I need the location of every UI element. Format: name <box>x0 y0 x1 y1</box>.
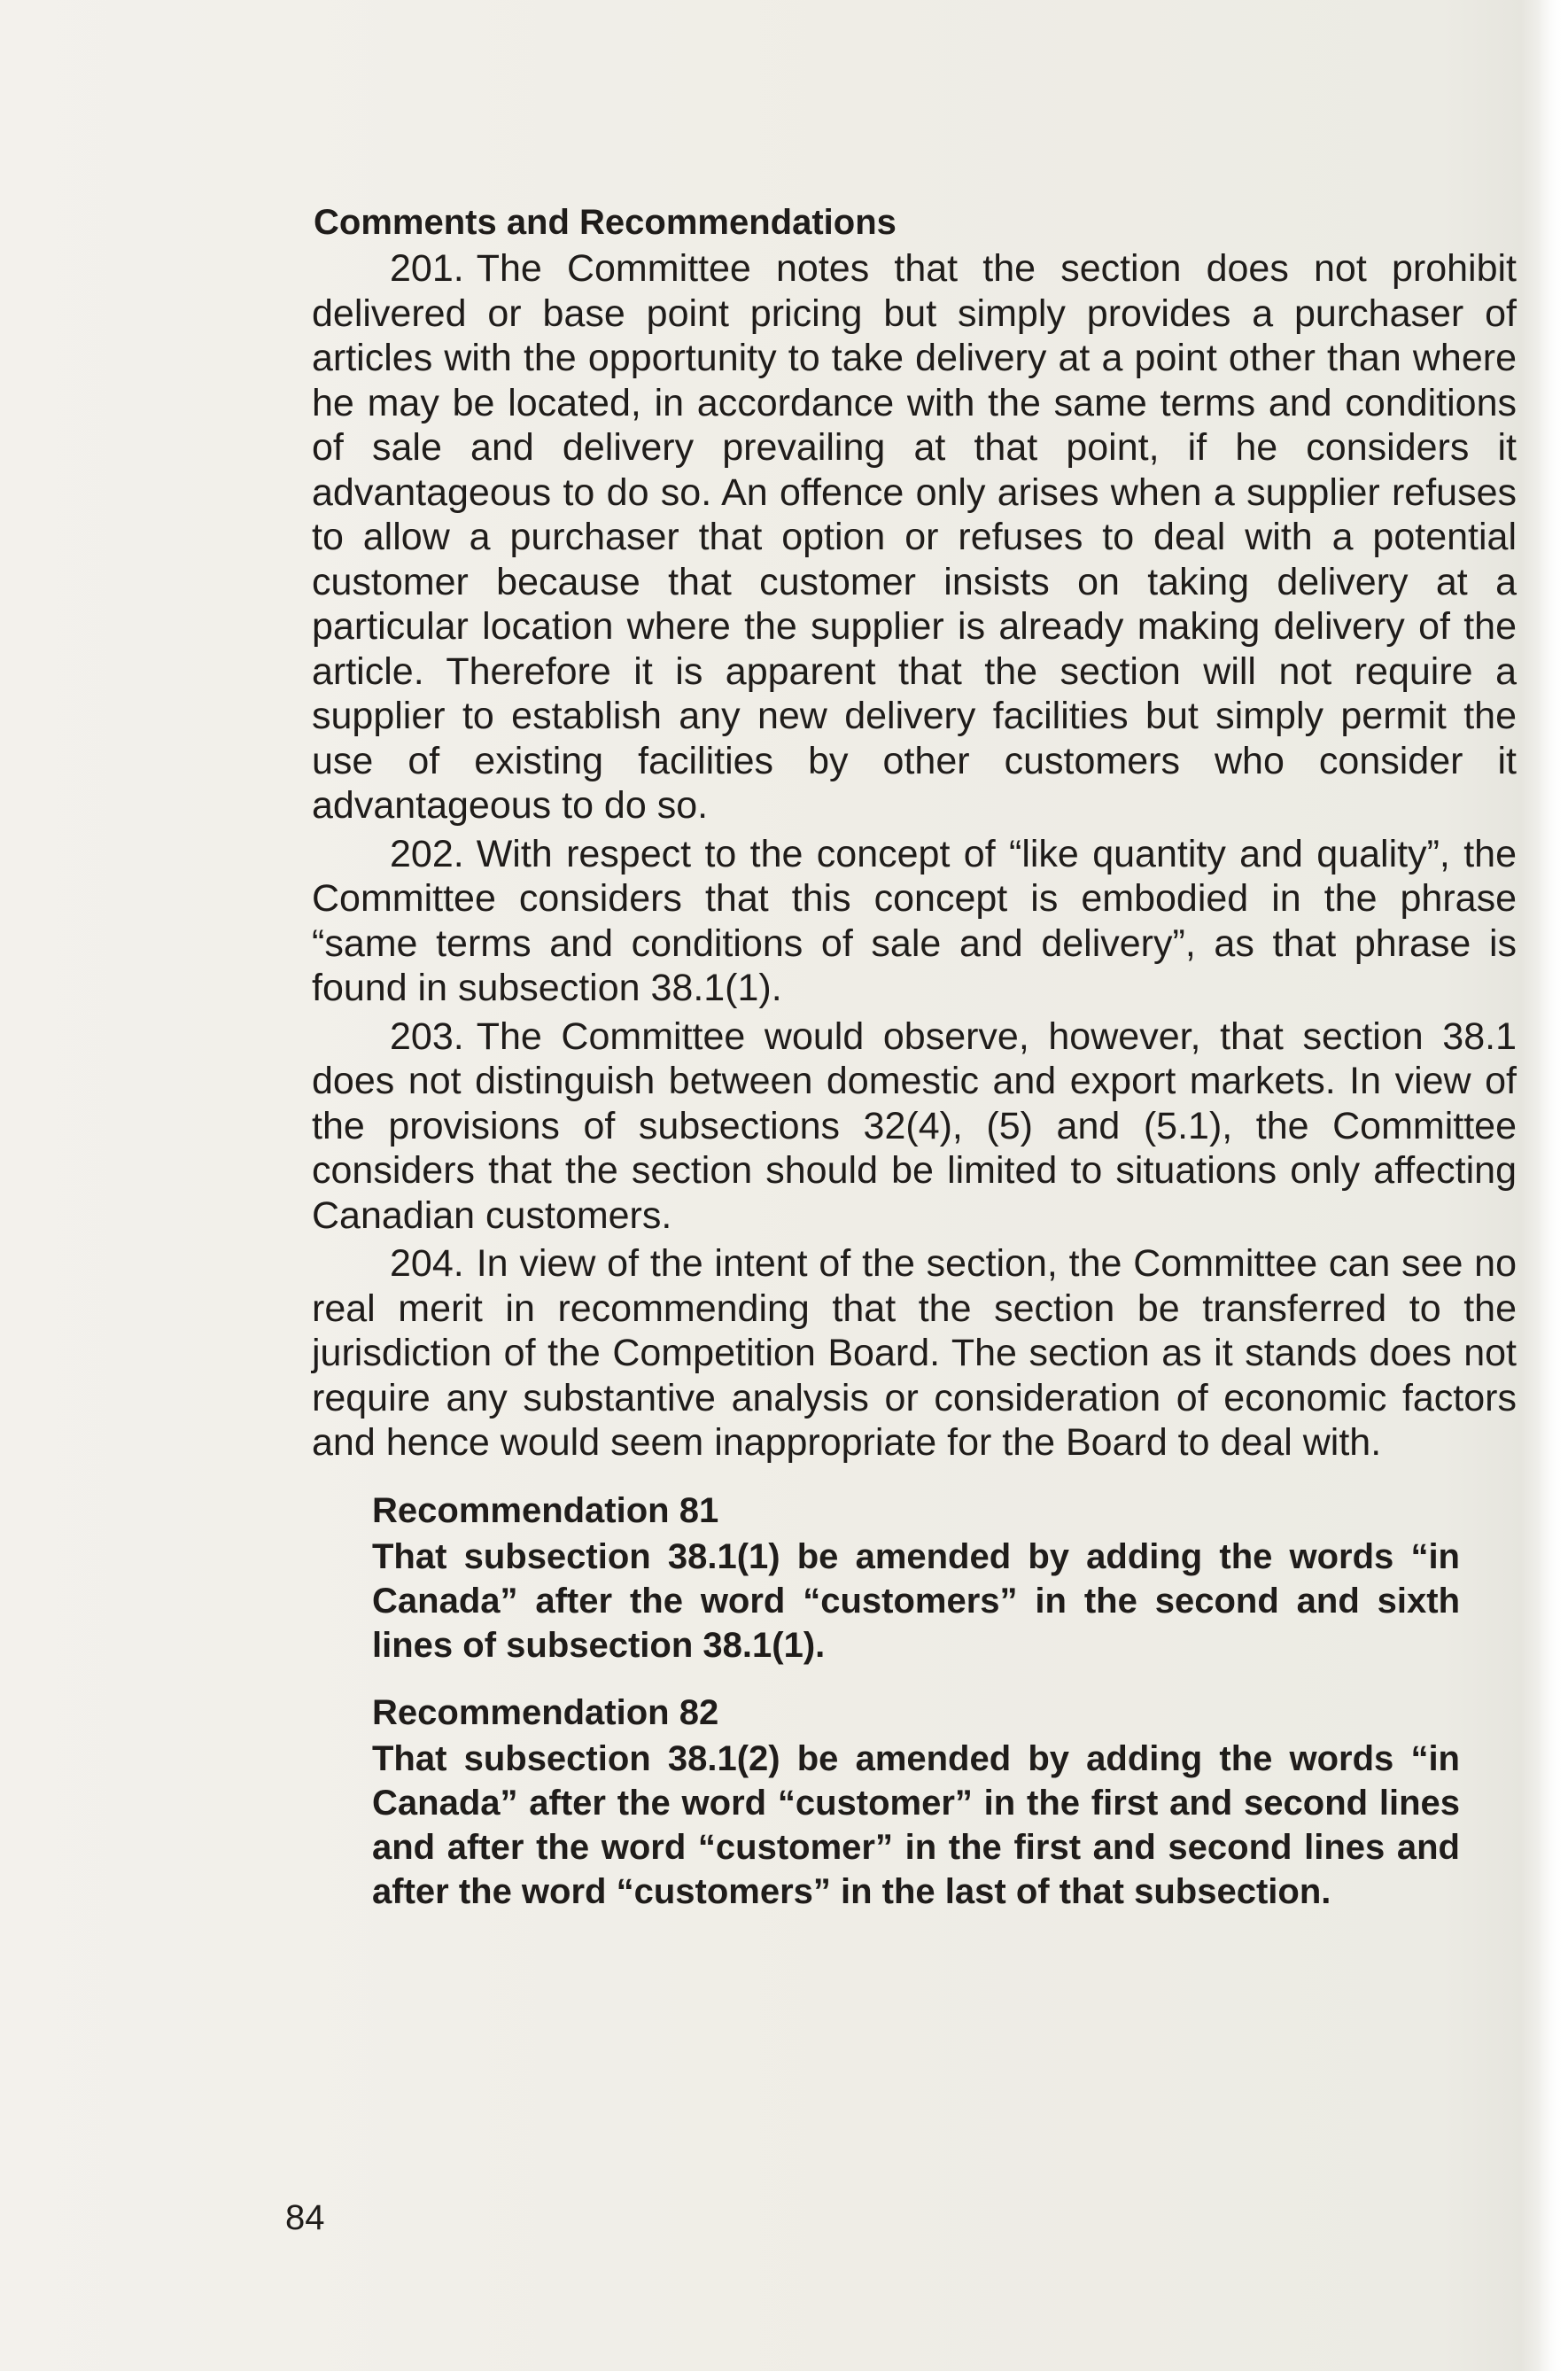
paragraph-203 <box>312 1014 1517 1239</box>
recommendation-title: Recommendation 81 <box>372 1490 719 1530</box>
paragraph-text: The Committee would observe, however, that section 38.1 does not distinguish between domestic and export markets. In view of the provisions of subsections 32(4), (5) and (5.1), the Committee considers that the section should be limited to situations only affecting Canadian customers. <box>312 1014 1517 1237</box>
paragraph-number: 202. <box>390 832 464 875</box>
recommendation-text: That subsection 38.1(1) be amended by adding the words “in Canada” after the word “customers” in the second and sixth lines of subsection 38.1(1). <box>372 1536 1460 1665</box>
recommendation-title: Recommendation 82 <box>372 1692 719 1732</box>
paragraph-number: 201. <box>390 247 464 290</box>
recommendation-text: That subsection 38.1(2) be amended by adding the words “in Canada” after the word “customer” in the first and second lines and after the word “customer” in the first and second lines and after the word “customers” in the last of that subsection. <box>372 1738 1460 1911</box>
paragraph-text: With respect to the concept of “like quantity and quality”, the Committee considers that this concept is embodied in the phrase “same terms and conditions of sale and delivery”, as that phrase is found in subsection 38.1(1). <box>312 832 1517 1009</box>
paragraph-number: 203. <box>390 1014 464 1058</box>
paragraph-text: In view of the intent of the section, the Committee can see no real merit in recommending that the section be transferred to the jurisdiction of the Competition Board. The section as it stands does not require any substantive analysis or consideration of economic factors and hence would seem inappropriate for the Board to deal with. <box>312 1242 1517 1464</box>
page-number: 84 <box>285 2198 325 2237</box>
paragraph-202 <box>312 832 1517 1011</box>
recommendation-81 <box>372 1489 1460 1667</box>
page-edge <box>1538 0 1568 2371</box>
paragraph-204 <box>312 1241 1517 1465</box>
section-heading: Comments and Recommendations <box>314 203 897 242</box>
paragraph-text: The Committee notes that the section does not prohibit delivered or base point pricing but simply provides a purchaser of articles with the opportunity to take delivery at a point other than where he may be located, in accordance with the same terms and conditions of sale and delivery prevailing at that point, if he considers it advantageous to do so. An offence only arises when a supplier refuses to allow a purchaser that option or refuses to deal with a potential customer because that customer insists on taking delivery at a particular location where the supplier is already making delivery of the article. Therefore it is apparent that the section will not require a supplier to establish any new delivery facilities but simply permit the use of existing facilities by other customers who consider it advantageous to do so. <box>312 247 1517 827</box>
paragraph-number: 204. <box>390 1242 464 1285</box>
recommendation-82 <box>372 1691 1460 1914</box>
page-content <box>312 200 1517 1914</box>
paragraph-201 <box>312 246 1517 828</box>
